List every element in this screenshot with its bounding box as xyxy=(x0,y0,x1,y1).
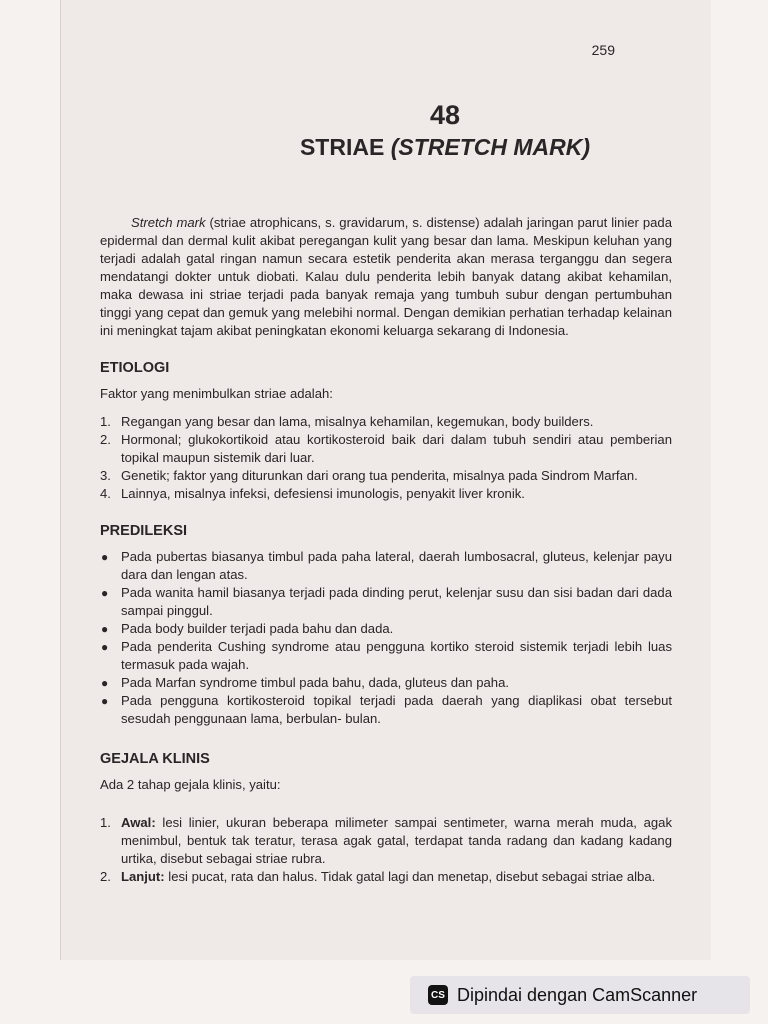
item-label: Awal: xyxy=(121,815,156,830)
bullet-icon: ● xyxy=(101,676,109,690)
item-text: Lainnya, misalnya infeksi, defesiensi imunologis, penyakit liver kronik. xyxy=(121,486,525,501)
item-text: Pada penderita Cushing syndrome atau pengguna kortiko steroid sistemik terjadi lebih luas termasuk pada wajah. xyxy=(121,639,672,672)
section-heading-etiologi: ETIOLOGI xyxy=(100,360,170,376)
item-number: 4. xyxy=(100,486,111,501)
etiologi-item-1 xyxy=(100,413,672,431)
item-text: lesi pucat, rata dan halus. Tidak gatal lagi dan menetap, disebut sebagai striae alba. xyxy=(168,869,656,884)
bullet-icon: ● xyxy=(101,640,109,654)
bullet-icon: ● xyxy=(101,622,109,636)
etiologi-item-3 xyxy=(100,467,672,485)
section-heading-gejala-klinis: GEJALA KLINIS xyxy=(100,751,210,767)
item-text: Pada wanita hamil biasanya terjadi pada dinding perut, kelenjar susu dan sisi badan dari dada sampai pinggul. xyxy=(121,585,672,618)
predileksi-item-5 xyxy=(100,674,672,692)
etiologi-item-4 xyxy=(100,485,672,503)
chapter-title-main: STRIAE xyxy=(299,134,385,160)
item-text: Regangan yang besar dan lama, misalnya kehamilan, kegemukan, body builders. xyxy=(121,414,594,429)
gejala-intro: Ada 2 tahap gejala klinis, yaitu: xyxy=(100,777,281,792)
item-number: 2. xyxy=(100,869,111,884)
chapter-title xyxy=(61,134,768,161)
gejala-item-1 xyxy=(100,814,672,868)
watermark-text: Dipindai dengan CamScanner xyxy=(457,984,698,1005)
item-text: Genetik; faktor yang diturunkan dari orang tua penderita, misalnya pada Sindrom Marfan. xyxy=(121,468,638,483)
item-number: 1. xyxy=(100,414,111,429)
chapter-number: 48 xyxy=(429,100,461,130)
bullet-icon: ● xyxy=(101,586,109,600)
item-text: Pada Marfan syndrome timbul pada bahu, dada, gluteus dan paha. xyxy=(121,675,509,690)
item-number: 2. xyxy=(100,432,111,447)
camscanner-logo-icon: CS xyxy=(428,985,448,1005)
bullet-icon: ● xyxy=(101,550,109,564)
item-text: Hormonal; glukokortikoid atau kortikosteroid baik dari dalam tubuh sendiri atau pemberian topikal maupun sistemik dari luar. xyxy=(121,432,672,465)
predileksi-item-3 xyxy=(100,620,672,638)
item-text: lesi linier, ukuran beberapa milimeter sampai sentimeter, warna merah muda, agak menimbul, bentuk tak teratur, terasa agak gatal, terdapat tanda radang dan kadang kadang urtika, disebut sebagai striae rubra. xyxy=(121,815,672,866)
intro-body: (striae atrophicans, s. gravidarum, s. distense) adalah jaringan parut linier pada epidermal dan dermal kulit akibat peregangan kulit yang besar dan lama. Meskipun keluhan yang terjadi adalah gatal ringan namun secara estetik penderita akan merasa terganggu dan segera mendatangi dokter untuk diobati. Kalau dulu penderita lebih banyak datang akibat kehamilan, maka dewasa ini striae terjadi pada banyak remaja yang tumbuh subur dengan pertumbuhan tinggi yang cepat dan gemuk yang melebihi normal. Dengan demikian perhatian terhadap kelainan ini meningkat tajam akibat peningkatan ekonomi keluarga sekarang di Indonesia. xyxy=(100,215,672,338)
gejala-list xyxy=(100,814,672,886)
item-number: 1. xyxy=(100,815,111,830)
predileksi-list xyxy=(100,548,672,728)
page-number: 259 xyxy=(591,42,615,58)
item-text: Pada pubertas biasanya timbul pada paha lateral, daerah lumbosacral, gluteus, kelenjar payu dara dan lengan atas. xyxy=(121,549,672,582)
intro-lead-term: Stretch mark xyxy=(131,215,206,230)
predileksi-item-4 xyxy=(100,638,672,674)
predileksi-item-2 xyxy=(100,584,672,620)
camscanner-watermark xyxy=(410,976,750,1014)
predileksi-item-6 xyxy=(100,692,672,728)
bullet-icon: ● xyxy=(101,694,109,708)
item-text: Pada pengguna kortikosteroid topikal terjadi pada daerah yang diaplikasi obat tersebut sesudah penggunaan lama, berbulan- bulan. xyxy=(121,693,672,726)
predileksi-item-1 xyxy=(100,548,672,584)
item-label: Lanjut: xyxy=(121,869,165,884)
gejala-item-2 xyxy=(100,868,672,886)
etiologi-item-2 xyxy=(100,431,672,467)
chapter-title-subtitle: (STRETCH MARK) xyxy=(390,134,591,160)
etiologi-list xyxy=(100,413,672,503)
item-number: 3. xyxy=(100,468,111,483)
item-text: Pada body builder terjadi pada bahu dan dada. xyxy=(121,621,394,636)
etiologi-intro: Faktor yang menimbulkan striae adalah: xyxy=(100,386,333,401)
section-heading-predileksi: PREDILEKSI xyxy=(100,523,188,539)
intro-paragraph xyxy=(100,214,672,340)
